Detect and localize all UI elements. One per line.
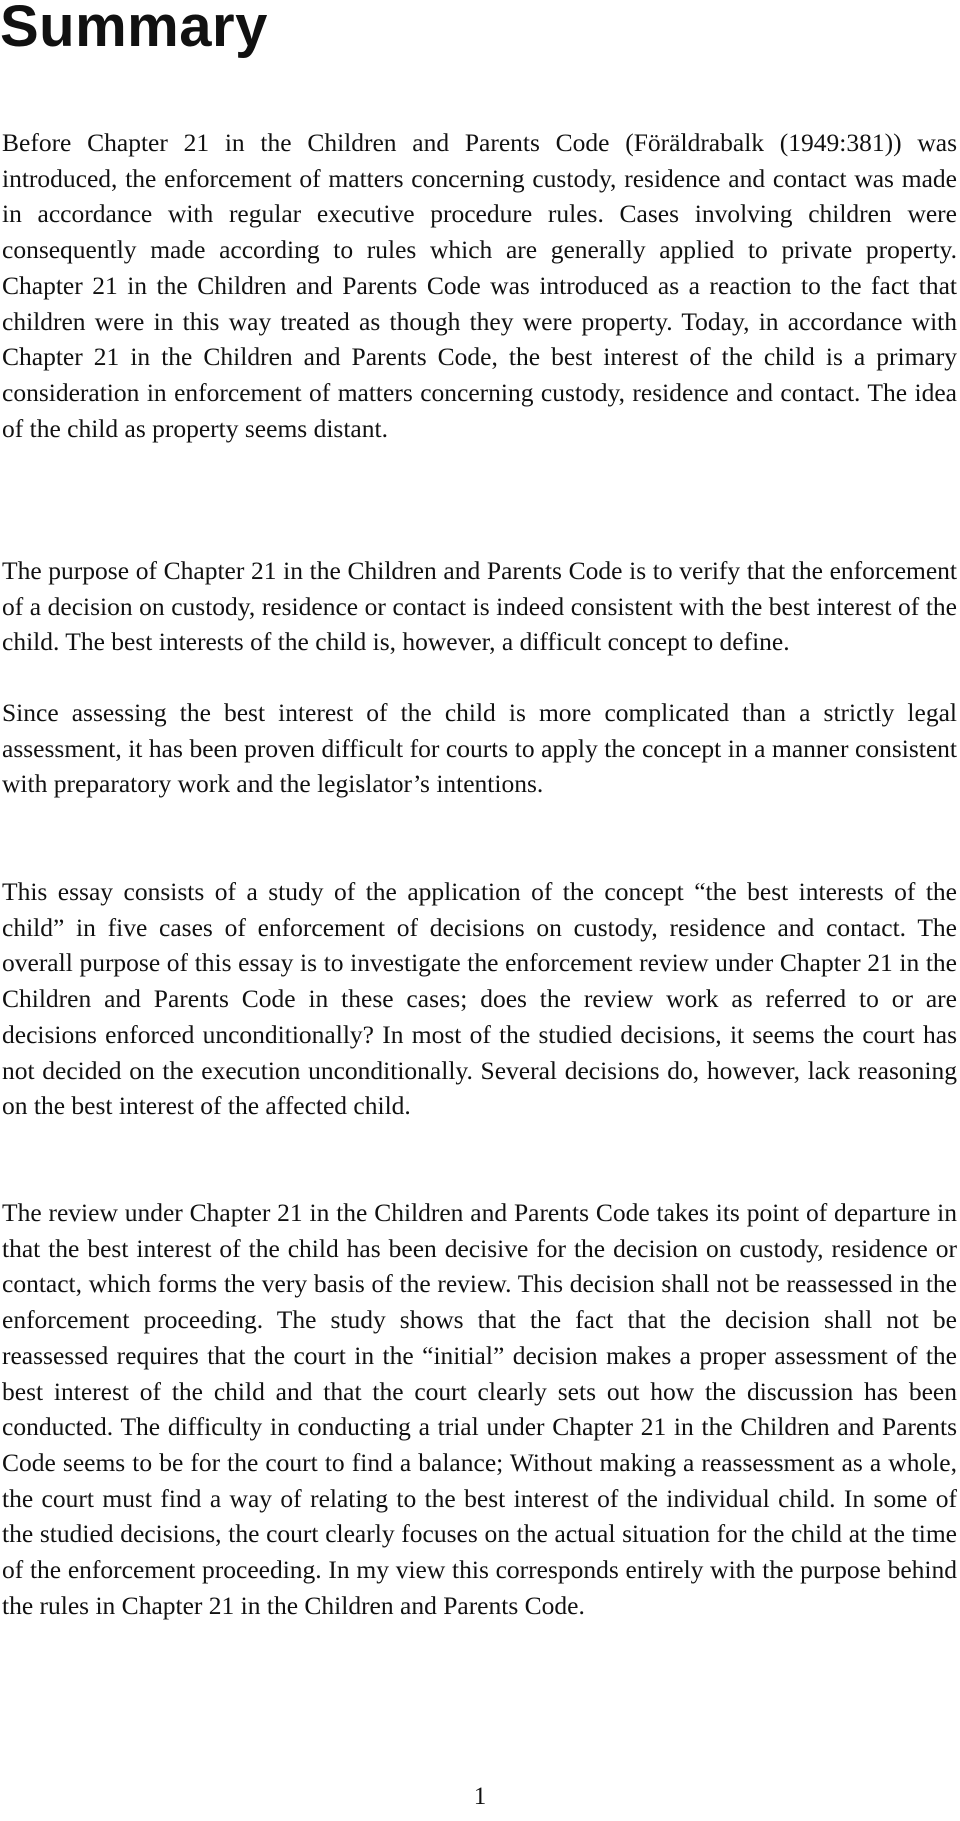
paragraph-review-findings: The review under Chapter 21 in the Children and Parents Code takes its point of departure in that the best interest of the child has been decisive for the decision on custody, residence or contact, which forms the very basis of the review. This decision shall not be reassessed in the enforcement proceeding. The study shows that the fact that the decision shall not be reassessed requires that the court in the “initial” decision makes a proper assessment of the best interest of the child and that the court clearly sets out how the discussion has been conducted. The difficulty in conducting a trial under Chapter 21 in the Children and Parents Code seems to be for the court to find a balance; Without making a reassessment as a whole, the court must find a way of relating to the best interest of the individual child. In some of the studied decisions, the court clearly focuses on the actual situation for the child at the time of the enforcement proceeding. In my view this corresponds entirely with the purpose behind the rules in Chapter 21 in the Children and Parents Code.: [2, 1198, 957, 1620]
paragraph-purpose: The purpose of Chapter 21 in the Children and Parents Code is to verify that the enforcement of a decision on custody, residence or contact is indeed consistent with the best interest of the child. The best interests of the child is, however, a difficult concept to define.: [2, 556, 957, 657]
page-number: 1: [473, 1783, 487, 1810]
paragraph-assessment: Since assessing the best interest of the child is more complicated than a strictly legal assessment, it has been proven difficult for courts to apply the concept in a manner consistent with preparatory work and the legislator’s intentions.: [2, 698, 957, 799]
page-title: Summary: [0, 0, 268, 59]
paragraph-essay-scope: This essay consists of a study of the application of the concept “the best interests of the child” in five cases of enforcement of decisions on custody, residence and contact. The overall purpose of this essay is to investigate the enforcement review under Chapter 21 in the Children and Parents Code in these cases; does the review work as referred to or are decisions enforced unconditionally? In most of the studied decisions, it seems the court has not decided on the execution unconditionally. Several decisions do, however, lack reasoning on the best interest of the affected child.: [2, 877, 957, 1121]
paragraph-history: Before Chapter 21 in the Children and Parents Code (Föräldrabalk (1949:381)) was introduced, the enforcement of matters concerning custody, residence and contact was made in accordance with regular executive procedure rules. Cases involving children were consequently made according to rules which are generally applied to private property. Chapter 21 in the Children and Parents Code was introduced as a reaction to the fact that children were in this way treated as though they were property. Today, in accordance with Chapter 21 in the Children and Parents Code, the best interest of the child is a primary consideration in enforcement of matters concerning custody, residence and contact. The idea of the child as property seems distant.: [2, 128, 957, 443]
